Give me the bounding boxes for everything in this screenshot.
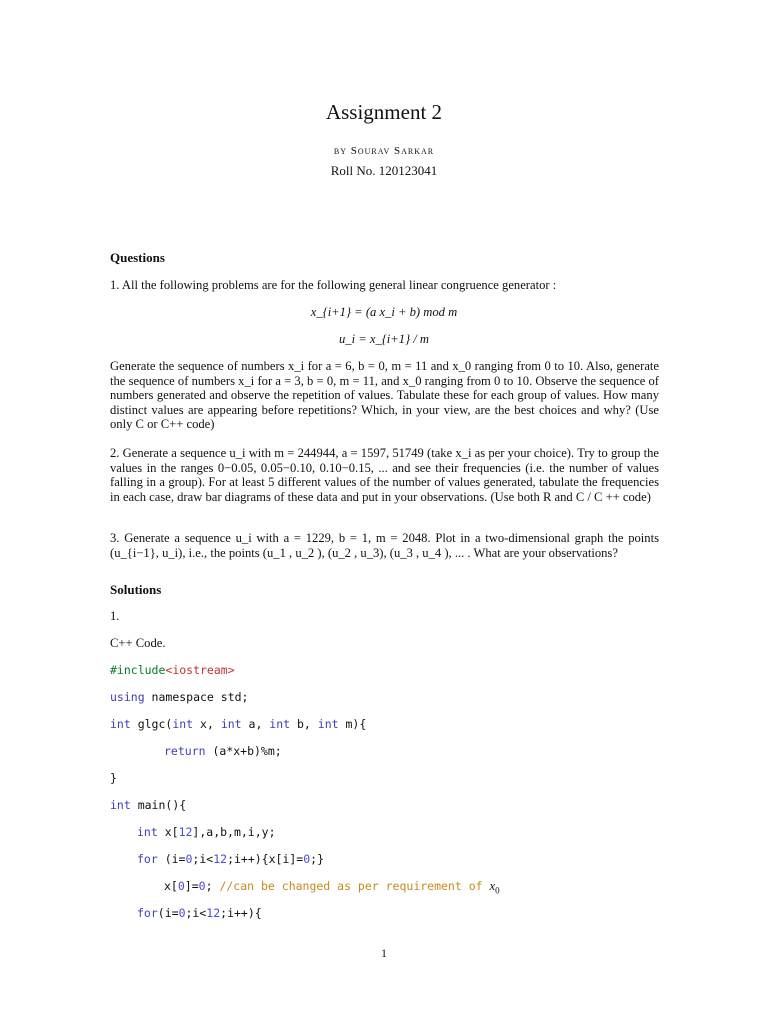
code-line-return: return (a*x+b)%m; [164,744,282,758]
roll-number: Roll No. 120123041 [330,163,438,178]
code-line-glgc-signature: int glgc(int x, int a, int b, int m){ [110,717,367,731]
code-label: C++ Code. [110,636,166,650]
code-line-main: int main(){ [110,798,187,812]
question-3: 3. Generate a sequence u_i with a = 1229, b = 1, m = 2048. Plot in a two-dimensional graph the points (u_{i−1}, u_i), i.e., the points (u_1 , u_2 ), (u_2 , u_3), (u_3 , u_4 ), ... . What are your observations? [110,531,659,560]
code-line-close-glgc: } [110,771,117,785]
code-line-include: #include<iostream> [110,663,235,677]
question-2: 2. Generate a sequence u_i with m = 244944, a = 1597, 51749 (take x_i as per your choice). Try to group the values in the ranges 0−0.05, 0.05−0.10, 0.10−0.15, ... and see their frequencies (i.e. the number of values falling in a group). For at least 5 different values of the number of values generated, tabulate the frequencies in each case, draw bar diagrams of these data and put in your observations. (Use both R and C / C ++ code) [110,446,659,504]
equation-lcg: x_{i+1} = (a x_i + b) mod m [310,305,458,319]
solutions-heading: Solutions [110,582,162,597]
code-line-declarations: int x[12],a,b,m,i,y; [137,825,276,839]
solution-number: 1. [110,609,120,623]
code-line-for-loop: for(i=0;i<12;i++){ [137,906,262,920]
equation-uniform: u_i = x_{i+1} / m [338,332,430,346]
code-line-for-init: for (i=0;i<12;i++){x[i]=0;} [137,852,325,866]
code-line-using: using namespace std; [110,690,249,704]
question-1-body: Generate the sequence of numbers x_i for a = 6, b = 0, m = 11 and x_0 ranging from 0 to 10. Also, generate the sequence of numbers x_i for a = 3, b = 0, m = 11, and x_0 ranging from 0 to 10. Observe the sequence of numbers generated and observe the repetition of values. Tabulate these for each group of values. How many distinct values are appearing before repetitions? Which, in your view, are the best choices and why? (Use only C or C++ code) [110,359,659,432]
code-line-assign-x0: x[0]=0; //can be changed as per requirement of $x_0$ [164,879,500,896]
questions-heading: Questions [110,250,165,265]
document-title: Assignment 2 [325,100,443,124]
author-line: by Sourav Sarkar [333,145,435,157]
question-1-intro: 1. All the following problems are for the following general linear congruence generator : [110,278,557,292]
page-number: 1 [381,946,387,960]
